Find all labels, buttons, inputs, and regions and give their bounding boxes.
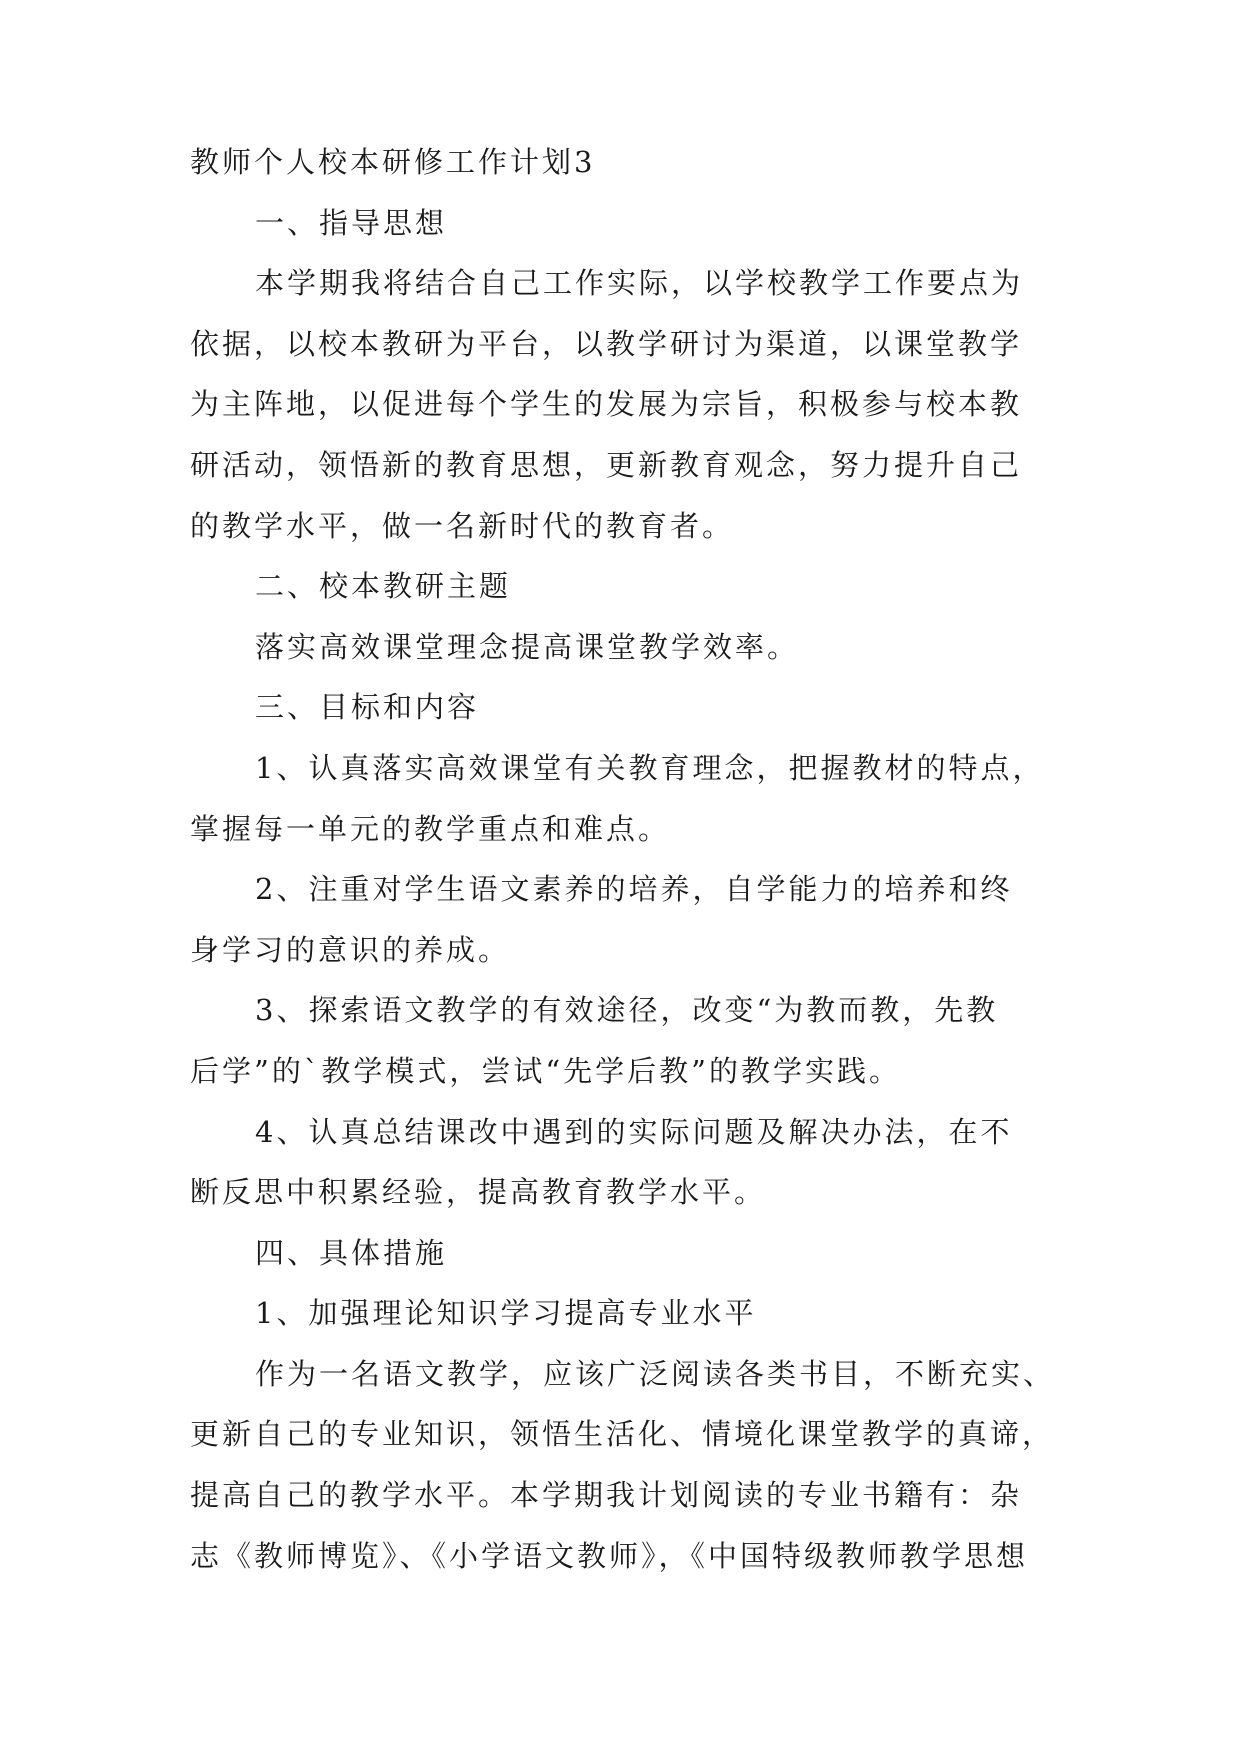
paragraph-line: 的教学水平，做一名新时代的教育者。 xyxy=(190,508,735,543)
section-heading-1: 一、指导思想 xyxy=(255,205,448,240)
paragraph-line: 为主阵地，以促进每个学生的发展为宗旨，积极参与校本教 xyxy=(190,387,1023,422)
paragraph-line: 更新自己的专业知识，领悟生活化、情境化课堂教学的真谛， xyxy=(190,1417,1055,1452)
section-heading-3: 三、目标和内容 xyxy=(255,690,480,725)
paragraph-line: 本学期我将结合自己工作实际，以学校教学工作要点为 xyxy=(255,266,1024,301)
paragraph-line: 志《教师博览》、《小学语文教师》，《中国特级教师教学思想 xyxy=(190,1538,1029,1573)
paragraph-line: 落实高效课堂理念提高课堂教学效率。 xyxy=(255,629,800,664)
paragraph-line: 依据，以校本教研为平台，以教学研讨为渠道，以课堂教学 xyxy=(190,326,1023,361)
list-item-line: 断反思中积累经验，提高教育教学水平。 xyxy=(190,1175,767,1210)
document-title: 教师个人校本研修工作计划3 xyxy=(190,145,596,179)
list-item-line: 3、探索语文教学的有效途径，改变“为教而教，先教 xyxy=(255,993,999,1028)
paragraph-line: 作为一名语文教学，应该广泛阅读各类书目，不断充实、 xyxy=(255,1356,1056,1391)
list-item-line: 4、认真总结课改中遇到的实际问题及解决办法，在不 xyxy=(255,1114,1013,1149)
section-heading-2: 二、校本教研主题 xyxy=(255,569,512,604)
subheading-line: 1、加强理论知识学习提高专业水平 xyxy=(255,1296,757,1331)
list-item-line: 身学习的意识的养成。 xyxy=(190,932,511,967)
section-heading-4: 四、具体措施 xyxy=(255,1235,448,1270)
paragraph-line: 提高自己的教学水平。本学期我计划阅读的专业书籍有：杂 xyxy=(190,1478,1023,1513)
list-item-line: 掌握每一单元的教学重点和难点。 xyxy=(190,811,671,846)
list-item-line: 2、注重对学生语文素养的培养，自学能力的培养和终 xyxy=(255,872,1013,907)
list-item-line: 1、认真落实高效课堂有关教育理念，把握教材的特点， xyxy=(255,750,1045,785)
list-item-line: 后学”的`教学模式，尝试“先学后教”的教学实践。 xyxy=(190,1053,901,1088)
paragraph-line: 研活动，领悟新的教育思想，更新教育观念，努力提升自己 xyxy=(190,447,1023,482)
document-body xyxy=(190,145,1060,1586)
